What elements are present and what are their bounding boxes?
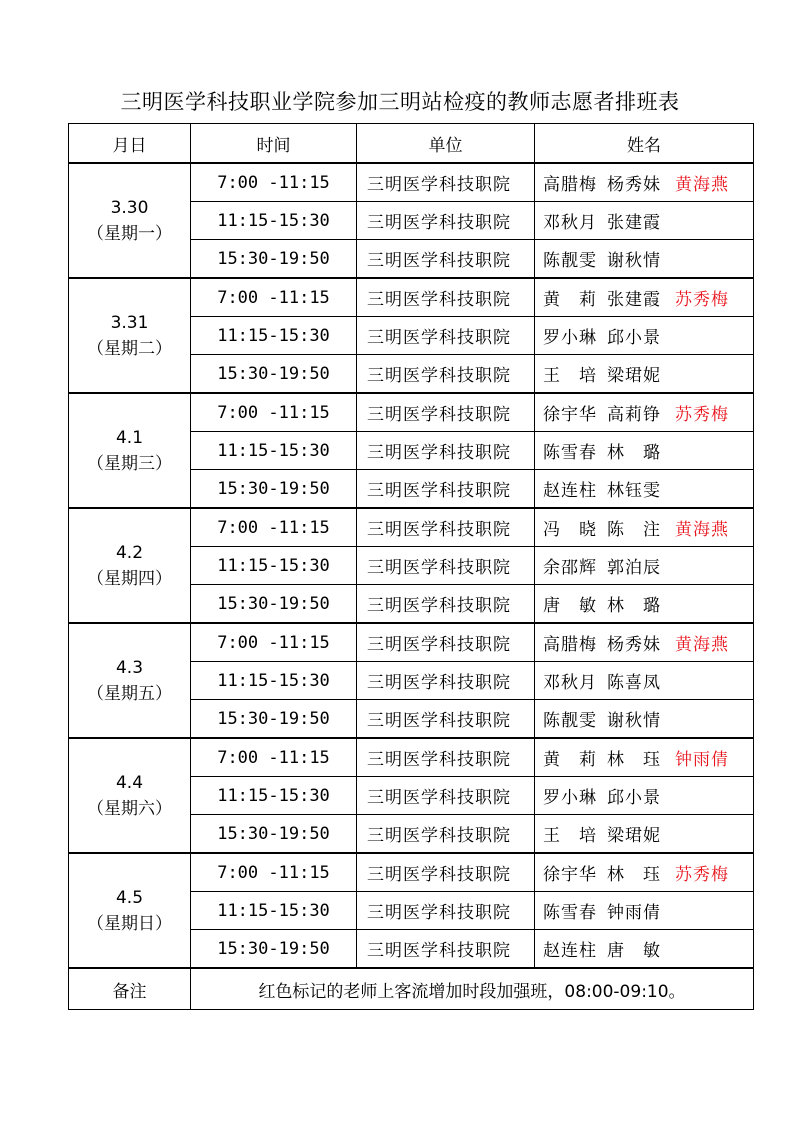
teacher-name: 钟雨倩 (607, 903, 661, 923)
teacher-name: 林 璐 (607, 443, 661, 463)
date-cell (69, 738, 191, 853)
shift-time: 7:00 -11:15 (191, 623, 357, 662)
shift-names (535, 355, 754, 394)
date-cell (69, 623, 191, 738)
teacher-name: 张建霞 (607, 213, 661, 233)
teacher-name: 黄 莉 (543, 750, 597, 770)
shift-time: 15:30-19:50 (191, 585, 357, 624)
shift-time: 7:00 -11:15 (191, 393, 357, 432)
shift-time: 11:15-15:30 (191, 892, 357, 930)
shift-time: 11:15-15:30 (191, 202, 357, 240)
weekday-label: （星期一） (87, 223, 172, 244)
shift-unit: 三明医学科技职院 (357, 700, 535, 739)
shift-unit: 三明医学科技职院 (357, 202, 535, 240)
date-label: 4.5 (115, 887, 144, 908)
shift-time: 15:30-19:50 (191, 815, 357, 854)
date-cell (69, 508, 191, 623)
schedule-table (68, 123, 754, 1010)
shift-time: 11:15-15:30 (191, 662, 357, 700)
header-time: 时间 (191, 124, 357, 164)
highlighted-teacher-name: 黄海燕 (675, 520, 729, 540)
shift-names (535, 432, 754, 470)
header-name: 姓名 (535, 124, 754, 164)
shift-unit: 三明医学科技职院 (357, 853, 535, 892)
shift-names (535, 163, 754, 202)
shift-time: 11:15-15:30 (191, 317, 357, 355)
shift-unit: 三明医学科技职院 (357, 432, 535, 470)
shift-unit: 三明医学科技职院 (357, 317, 535, 355)
teacher-name: 谢秋情 (607, 711, 661, 731)
shift-time: 15:30-19:50 (191, 470, 357, 509)
teacher-name: 罗小琳 (543, 328, 597, 348)
teacher-name: 邓秋月 (543, 213, 597, 233)
shift-row (69, 508, 754, 547)
teacher-name: 唐 敏 (543, 596, 597, 616)
date-cell (69, 278, 191, 393)
shift-row (69, 738, 754, 777)
weekday-label: （星期日） (87, 913, 172, 934)
shift-names (535, 393, 754, 432)
shift-names (535, 240, 754, 279)
date-cell (69, 163, 191, 278)
teacher-name: 邱小景 (607, 788, 661, 808)
header-date: 月日 (69, 124, 191, 164)
shift-names (535, 892, 754, 930)
teacher-name: 陈 注 (607, 520, 661, 540)
shift-names (535, 278, 754, 317)
date-label: 4.3 (115, 657, 144, 678)
shift-unit: 三明医学科技职院 (357, 278, 535, 317)
shift-names (535, 700, 754, 739)
shift-unit: 三明医学科技职院 (357, 355, 535, 394)
weekday-label: （星期六） (87, 798, 172, 819)
shift-time: 7:00 -11:15 (191, 508, 357, 547)
highlighted-teacher-name: 黄海燕 (675, 175, 729, 195)
shift-time: 7:00 -11:15 (191, 163, 357, 202)
shift-names (535, 623, 754, 662)
shift-unit: 三明医学科技职院 (357, 930, 535, 969)
shift-unit: 三明医学科技职院 (357, 662, 535, 700)
shift-row (69, 163, 754, 202)
teacher-name: 杨秀妹 (607, 635, 661, 655)
note-row (69, 968, 754, 1010)
shift-names (535, 662, 754, 700)
weekday-label: （星期四） (87, 568, 172, 589)
teacher-name: 陈雪春 (543, 903, 597, 923)
teacher-name: 陈靓雯 (543, 251, 597, 271)
shift-unit: 三明医学科技职院 (357, 892, 535, 930)
shift-time: 11:15-15:30 (191, 777, 357, 815)
shift-names (535, 930, 754, 969)
teacher-name: 高莉铮 (607, 405, 661, 425)
date-cell (69, 393, 191, 508)
shift-unit: 三明医学科技职院 (357, 815, 535, 854)
date-label: 4.1 (115, 427, 144, 448)
shift-names (535, 202, 754, 240)
shift-time: 7:00 -11:15 (191, 278, 357, 317)
shift-unit: 三明医学科技职院 (357, 738, 535, 777)
teacher-name: 高腊梅 (543, 635, 597, 655)
shift-names (535, 738, 754, 777)
shift-unit: 三明医学科技职院 (357, 623, 535, 662)
teacher-name: 王 培 (543, 366, 597, 386)
highlighted-teacher-name: 钟雨倩 (675, 750, 729, 770)
shift-unit: 三明医学科技职院 (357, 777, 535, 815)
teacher-name: 梁珺妮 (607, 826, 661, 846)
shift-time: 15:30-19:50 (191, 355, 357, 394)
shift-names (535, 853, 754, 892)
teacher-name: 邓秋月 (543, 673, 597, 693)
teacher-name: 徐宇华 (543, 865, 597, 885)
teacher-name: 林 珏 (607, 750, 661, 770)
shift-time: 15:30-19:50 (191, 930, 357, 969)
shift-time: 15:30-19:50 (191, 240, 357, 279)
shift-names (535, 815, 754, 854)
date-label: 4.4 (115, 772, 144, 793)
teacher-name: 冯 晓 (543, 520, 597, 540)
highlighted-teacher-name: 苏秀梅 (675, 865, 729, 885)
teacher-name: 张建霞 (607, 290, 661, 310)
date-label: 3.30 (110, 197, 149, 218)
weekday-label: （星期三） (87, 453, 172, 474)
teacher-name: 高腊梅 (543, 175, 597, 195)
teacher-name: 赵连柱 (543, 481, 597, 501)
shift-unit: 三明医学科技职院 (357, 163, 535, 202)
shift-row (69, 853, 754, 892)
shift-row (69, 623, 754, 662)
teacher-name: 谢秋情 (607, 251, 661, 271)
header-row (69, 124, 754, 164)
date-label: 3.31 (110, 312, 149, 333)
shift-names (535, 585, 754, 624)
header-unit: 单位 (357, 124, 535, 164)
page-title: 三明医学科技职业学院参加三明站检疫的教师志愿者排班表 (120, 90, 680, 114)
shift-names (535, 470, 754, 509)
shift-unit: 三明医学科技职院 (357, 547, 535, 585)
shift-unit: 三明医学科技职院 (357, 508, 535, 547)
teacher-name: 徐宇华 (543, 405, 597, 425)
shift-unit: 三明医学科技职院 (357, 585, 535, 624)
shift-unit: 三明医学科技职院 (357, 393, 535, 432)
weekday-label: （星期五） (87, 683, 172, 704)
shift-time: 7:00 -11:15 (191, 738, 357, 777)
shift-time: 7:00 -11:15 (191, 853, 357, 892)
teacher-name: 林 璐 (607, 596, 661, 616)
shift-row (69, 278, 754, 317)
teacher-name: 林钰雯 (607, 481, 661, 501)
teacher-name: 罗小琳 (543, 788, 597, 808)
shift-names (535, 547, 754, 585)
shift-names (535, 777, 754, 815)
date-cell (69, 853, 191, 968)
shift-names (535, 508, 754, 547)
teacher-name: 余邵辉 (543, 558, 597, 578)
teacher-name: 唐 敏 (607, 941, 661, 961)
highlighted-teacher-name: 黄海燕 (675, 635, 729, 655)
teacher-name: 陈靓雯 (543, 711, 597, 731)
teacher-name: 黄 莉 (543, 290, 597, 310)
schedule-body (69, 124, 754, 1010)
teacher-name: 林 珏 (607, 865, 661, 885)
shift-time: 15:30-19:50 (191, 700, 357, 739)
shift-unit: 三明医学科技职院 (357, 470, 535, 509)
teacher-name: 赵连柱 (543, 941, 597, 961)
shift-row (69, 393, 754, 432)
note-text: 红色标记的老师上客流增加时段加强班，08:00-09:10。 (191, 968, 754, 1010)
shift-names (535, 317, 754, 355)
teacher-name: 郭泊辰 (607, 558, 661, 578)
teacher-name: 王 培 (543, 826, 597, 846)
shift-time: 11:15-15:30 (191, 432, 357, 470)
teacher-name: 梁珺妮 (607, 366, 661, 386)
note-label: 备注 (69, 968, 191, 1010)
shift-unit: 三明医学科技职院 (357, 240, 535, 279)
highlighted-teacher-name: 苏秀梅 (675, 405, 729, 425)
date-label: 4.2 (115, 542, 144, 563)
highlighted-teacher-name: 苏秀梅 (675, 290, 729, 310)
teacher-name: 陈雪春 (543, 443, 597, 463)
teacher-name: 陈喜凤 (607, 673, 661, 693)
teacher-name: 杨秀妹 (607, 175, 661, 195)
teacher-name: 邱小景 (607, 328, 661, 348)
shift-time: 11:15-15:30 (191, 547, 357, 585)
weekday-label: （星期二） (87, 338, 172, 359)
